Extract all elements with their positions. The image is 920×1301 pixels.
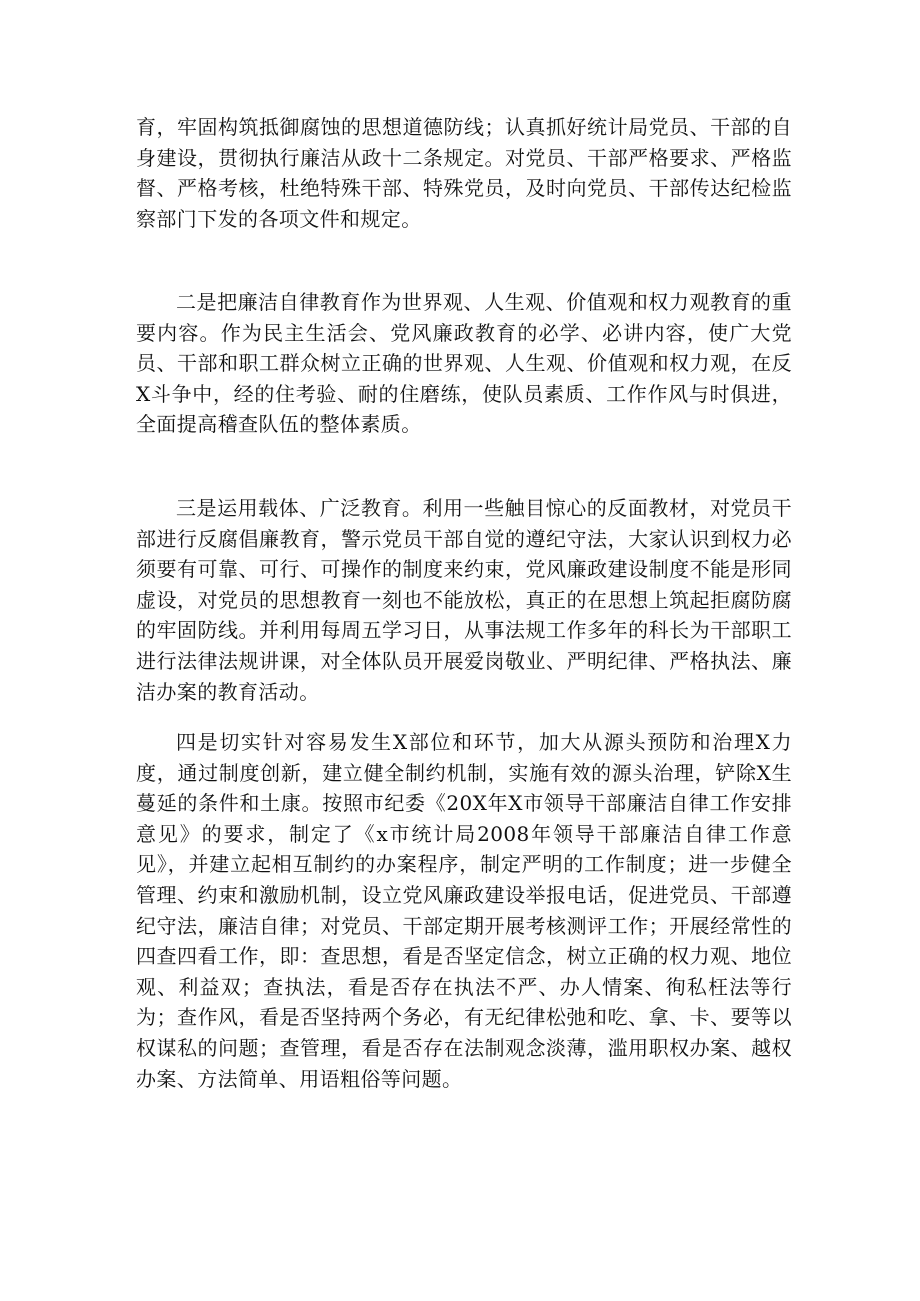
paragraph-1: 育，牢固构筑抵御腐蚀的思想道德防线；认真抓好统计局党员、干部的自身建设，贯彻执行廉洁从政十二条规定。对党员、干部严格要求、严格监督、严格考核，杜绝特殊干部、特殊党员，及时向党员、干部传达纪检监察部门下发的各项文件和规定。 bbox=[136, 115, 792, 231]
paragraph-2: 二是把廉洁自律教育作为世界观、人生观、价值观和权力观教育的重要内容。作为民主生活会、党风廉政教育的必学、必讲内容，使广大党员、干部和职工群众树立正确的世界观、人生观、价值观和权力观，在反X斗争中，经的住考验、耐的住磨练，使队员素质、工作作风与时俱进，全面提高稽查队伍的整体素质。 bbox=[136, 290, 792, 437]
paragraph-4: 四是切实针对容易发生X部位和环节，加大从源头预防和治理X力度，通过制度创新，建立健全制约机制，实施有效的源头治理，铲除X生蔓延的条件和土康。按照市纪委《20X年X市领导干部廉洁自律工作安排意见》的要求，制定了《x市统计局2008年领导干部廉洁自律工作意见》，并建立起相互制约的办案程序，制定严明的工作制度；进一步健全管理、约束和激励机制，设立党风廉政建设举报电话，促进党员、干部遵纪守法，廉洁自律；对党员、干部定期开展考核测评工作；开展经常性的四查四看工作，即：查思想，看是否坚定信念，树立正确的权力观、地位观、利益双；查执法，看是否存在执法不严、办人情案、徇私枉法等行为；查作风，看是否坚持两个务必，有无纪律松弛和吃、拿、卡、要等以权谋私的问题；查管理，看是否存在法制观念淡薄，滥用职权办案、越权办案、方法简单、用语粗俗等问题。 bbox=[136, 730, 792, 1091]
paragraph-3: 三是运用载体、广泛教育。利用一些触目惊心的反面教材，对党员干部进行反腐倡廉教育，警示党员干部自觉的遵纪守法，大家认识到权力必须要有可靠、可行、可操作的制度来约束，党风廉政建设制度不能是形同虚设，对党员的思想教育一刻也不能放松，真正的在思想上筑起拒腐防腐的牢固防线。并利用每周五学习日，从事法规工作多年的科长为干部职工进行法律法规讲课，对全体队员开展爱岗敬业、严明纪律、严格执法、廉洁办案的教育活动。 bbox=[136, 496, 792, 704]
